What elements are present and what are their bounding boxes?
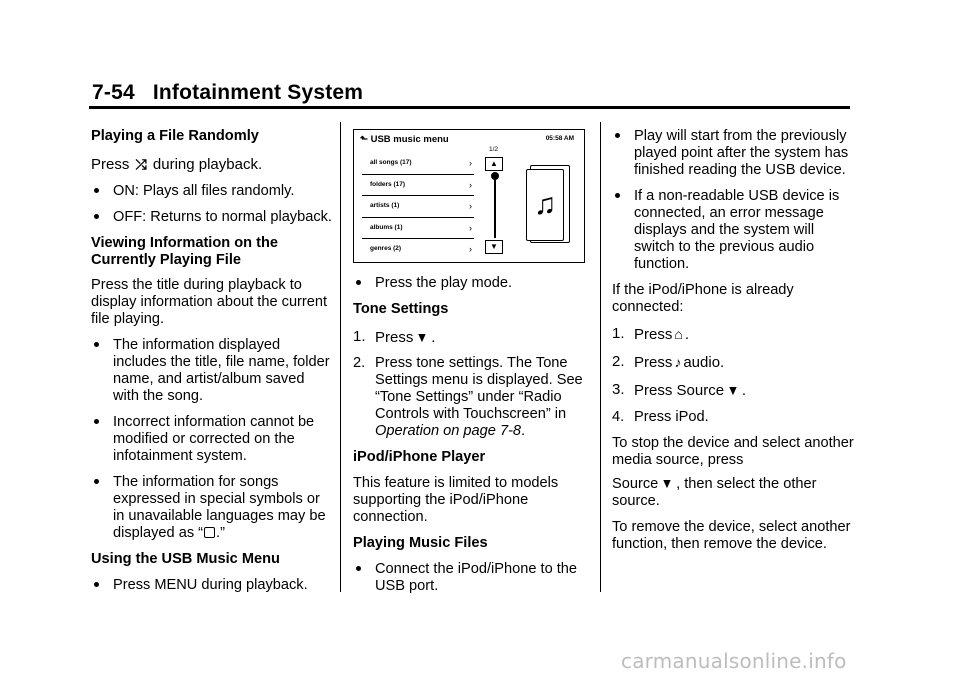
stop-device-tail: , then select the other source. — [612, 476, 817, 509]
menu-item-albums[interactable] — [362, 218, 474, 240]
scrollbar-thumb[interactable] — [491, 172, 499, 180]
paragraph-remove-device: To remove the device, select another function, then remove the device. — [612, 519, 851, 552]
press-shuffle-line — [91, 155, 334, 174]
bullet-incorrect-info: Incorrect information cannot be modified or corrected on the infotainment system. — [91, 414, 334, 465]
step-text: Press — [375, 329, 414, 346]
bullet-press-menu: Press MENU during playback. — [91, 577, 334, 594]
press-label: Press — [91, 156, 130, 173]
home-icon: ⌂ — [674, 326, 683, 342]
chevron-right-icon: › — [469, 179, 472, 190]
step-text: Press — [634, 326, 673, 343]
page-header — [92, 81, 363, 105]
step-number: 4. — [612, 409, 625, 425]
menu-item-genres[interactable] — [362, 239, 474, 260]
scroll-down-button[interactable] — [485, 240, 503, 254]
column-3 — [612, 128, 856, 553]
scroll-up-button[interactable] — [485, 157, 503, 171]
header-rule — [89, 106, 850, 109]
menu-item-folders[interactable] — [362, 175, 474, 197]
column-1 — [91, 128, 334, 594]
step-number: 3. — [612, 381, 625, 398]
heading-ipod-player: iPod/iPhone Player — [353, 449, 486, 465]
bullet-on: ON: Plays all files randomly. — [91, 183, 334, 200]
menu-item-label: artists (1) — [370, 202, 400, 209]
menu-item-label: all songs (17) — [370, 159, 412, 166]
empty-box-icon — [204, 527, 215, 538]
step-2-ipod — [612, 353, 856, 372]
chapter-number: 7-54 — [92, 81, 135, 104]
triangle-down-icon: ▼ — [490, 242, 498, 251]
tone-menu-icon: ▼ — [416, 329, 429, 345]
screen-clock: 05:58 AM — [545, 135, 574, 142]
heading-playing-randomly: Playing a File Randomly — [91, 128, 259, 144]
usb-music-menu-screen — [353, 129, 585, 263]
heading-tone-settings: Tone Settings — [353, 301, 449, 317]
step-number: 1. — [353, 328, 366, 345]
menu-item-all-songs[interactable] — [362, 153, 474, 175]
step-1-tone: 1. Press ▼ . — [353, 328, 436, 346]
screen-header — [360, 134, 449, 145]
source-label: Source — [612, 476, 659, 492]
paragraph-already-connected: If the iPod/iPhone is already connected: — [612, 282, 794, 315]
step-number: 2. — [353, 355, 366, 371]
paragraph-ipod-limited: This feature is limited to models supporting the iPod/iPhone connection. — [353, 475, 559, 525]
heading-viewing-info: Viewing Information on the Currently Playing File — [91, 235, 279, 268]
step-3-ipod: 3. Press Source ▼ . — [612, 381, 747, 399]
step-text: Press iPod. — [634, 409, 709, 425]
column-2 — [353, 275, 593, 595]
triangle-up-icon: ▲ — [490, 159, 498, 168]
heading-usb-menu: Using the USB Music Menu — [91, 551, 280, 567]
source-menu-icon: ▼ — [726, 382, 740, 398]
special-symbols-close: .” — [216, 525, 225, 541]
music-note-icon: ♫ — [526, 169, 564, 241]
scrollbar-track — [494, 174, 496, 238]
bullet-connect-ipod: Connect the iPod/iPhone to the USB port. — [353, 561, 593, 595]
step-1-ipod: 1. Press ⌂ . — [612, 325, 689, 343]
chevron-right-icon: › — [469, 201, 472, 211]
paragraph-press-title: Press the title during playback to display information about the current file playing. — [91, 277, 328, 327]
bullet-special-symbols — [91, 474, 334, 542]
menu-item-artists[interactable] — [362, 196, 474, 218]
watermark: carmanualsonline.info — [621, 649, 847, 673]
step-text: Press Source — [634, 382, 725, 399]
press-post-label: during playback. — [152, 156, 263, 173]
screen-menu-list — [362, 153, 474, 260]
cross-reference-link[interactable]: Operation on page 7-8 — [375, 423, 522, 439]
paragraph-stop-device — [612, 435, 856, 510]
chevron-right-icon: › — [469, 222, 472, 233]
menu-item-label: folders (17) — [370, 180, 406, 188]
step-text: Press — [634, 354, 673, 371]
bullet-non-readable: If a non-readable USB device is connected, an error message displays and the system will switch to the previous audio function. — [612, 188, 856, 273]
column-divider-1 — [340, 122, 341, 592]
step-number: 2. — [612, 353, 625, 370]
bullet-info-displayed: The information displayed includes the title, file name, folder name, and artist/album saved with the song. — [91, 337, 334, 405]
screen-title: USB music menu — [370, 134, 449, 145]
back-arrow-icon: ⬑ — [360, 134, 368, 145]
menu-item-label: albums (1) — [370, 223, 403, 231]
source-menu-icon: ▼ — [660, 475, 674, 491]
special-symbols-text: The information for songs expressed in special symbols or in unavailable languages may be displayed as “ — [113, 474, 326, 541]
shuffle-icon: ⤮ — [135, 156, 147, 172]
menu-item-label: genres (2) — [370, 245, 402, 252]
heading-playing-music: Playing Music Files — [353, 535, 488, 551]
album-art — [526, 165, 570, 243]
step-4-ipod — [612, 409, 856, 426]
step-text: Press tone settings. The Tone Settings menu is displayed. See “Tone Settings” under “Radio Controls with Touchscreen” in — [375, 355, 583, 422]
column-divider-2 — [600, 122, 601, 592]
chevron-right-icon: › — [469, 158, 472, 168]
stop-device-text: To stop the device and select another media source, press — [612, 435, 854, 468]
audio-note-icon: ♪ — [674, 354, 682, 370]
chevron-right-icon: › — [469, 244, 472, 254]
bullet-play-resume: Play will start from the previously played point after the system has finished reading the USB device. — [612, 128, 856, 179]
screen-page-indicator: 1/2 — [489, 146, 499, 153]
chapter-title: Infotainment System — [152, 81, 364, 104]
step-number: 1. — [612, 325, 625, 342]
step-2-tone: 2. Press tone settings. The Tone Settings menu is displayed. See “Tone Settings” under “Radio Controls with Touchscreen” in Operation on page 7-8. — [353, 355, 583, 439]
bullet-off: OFF: Returns to normal playback. — [91, 209, 334, 226]
step-post-text: audio. — [683, 354, 725, 371]
bullet-press-play-mode: Press the play mode. — [353, 275, 593, 292]
